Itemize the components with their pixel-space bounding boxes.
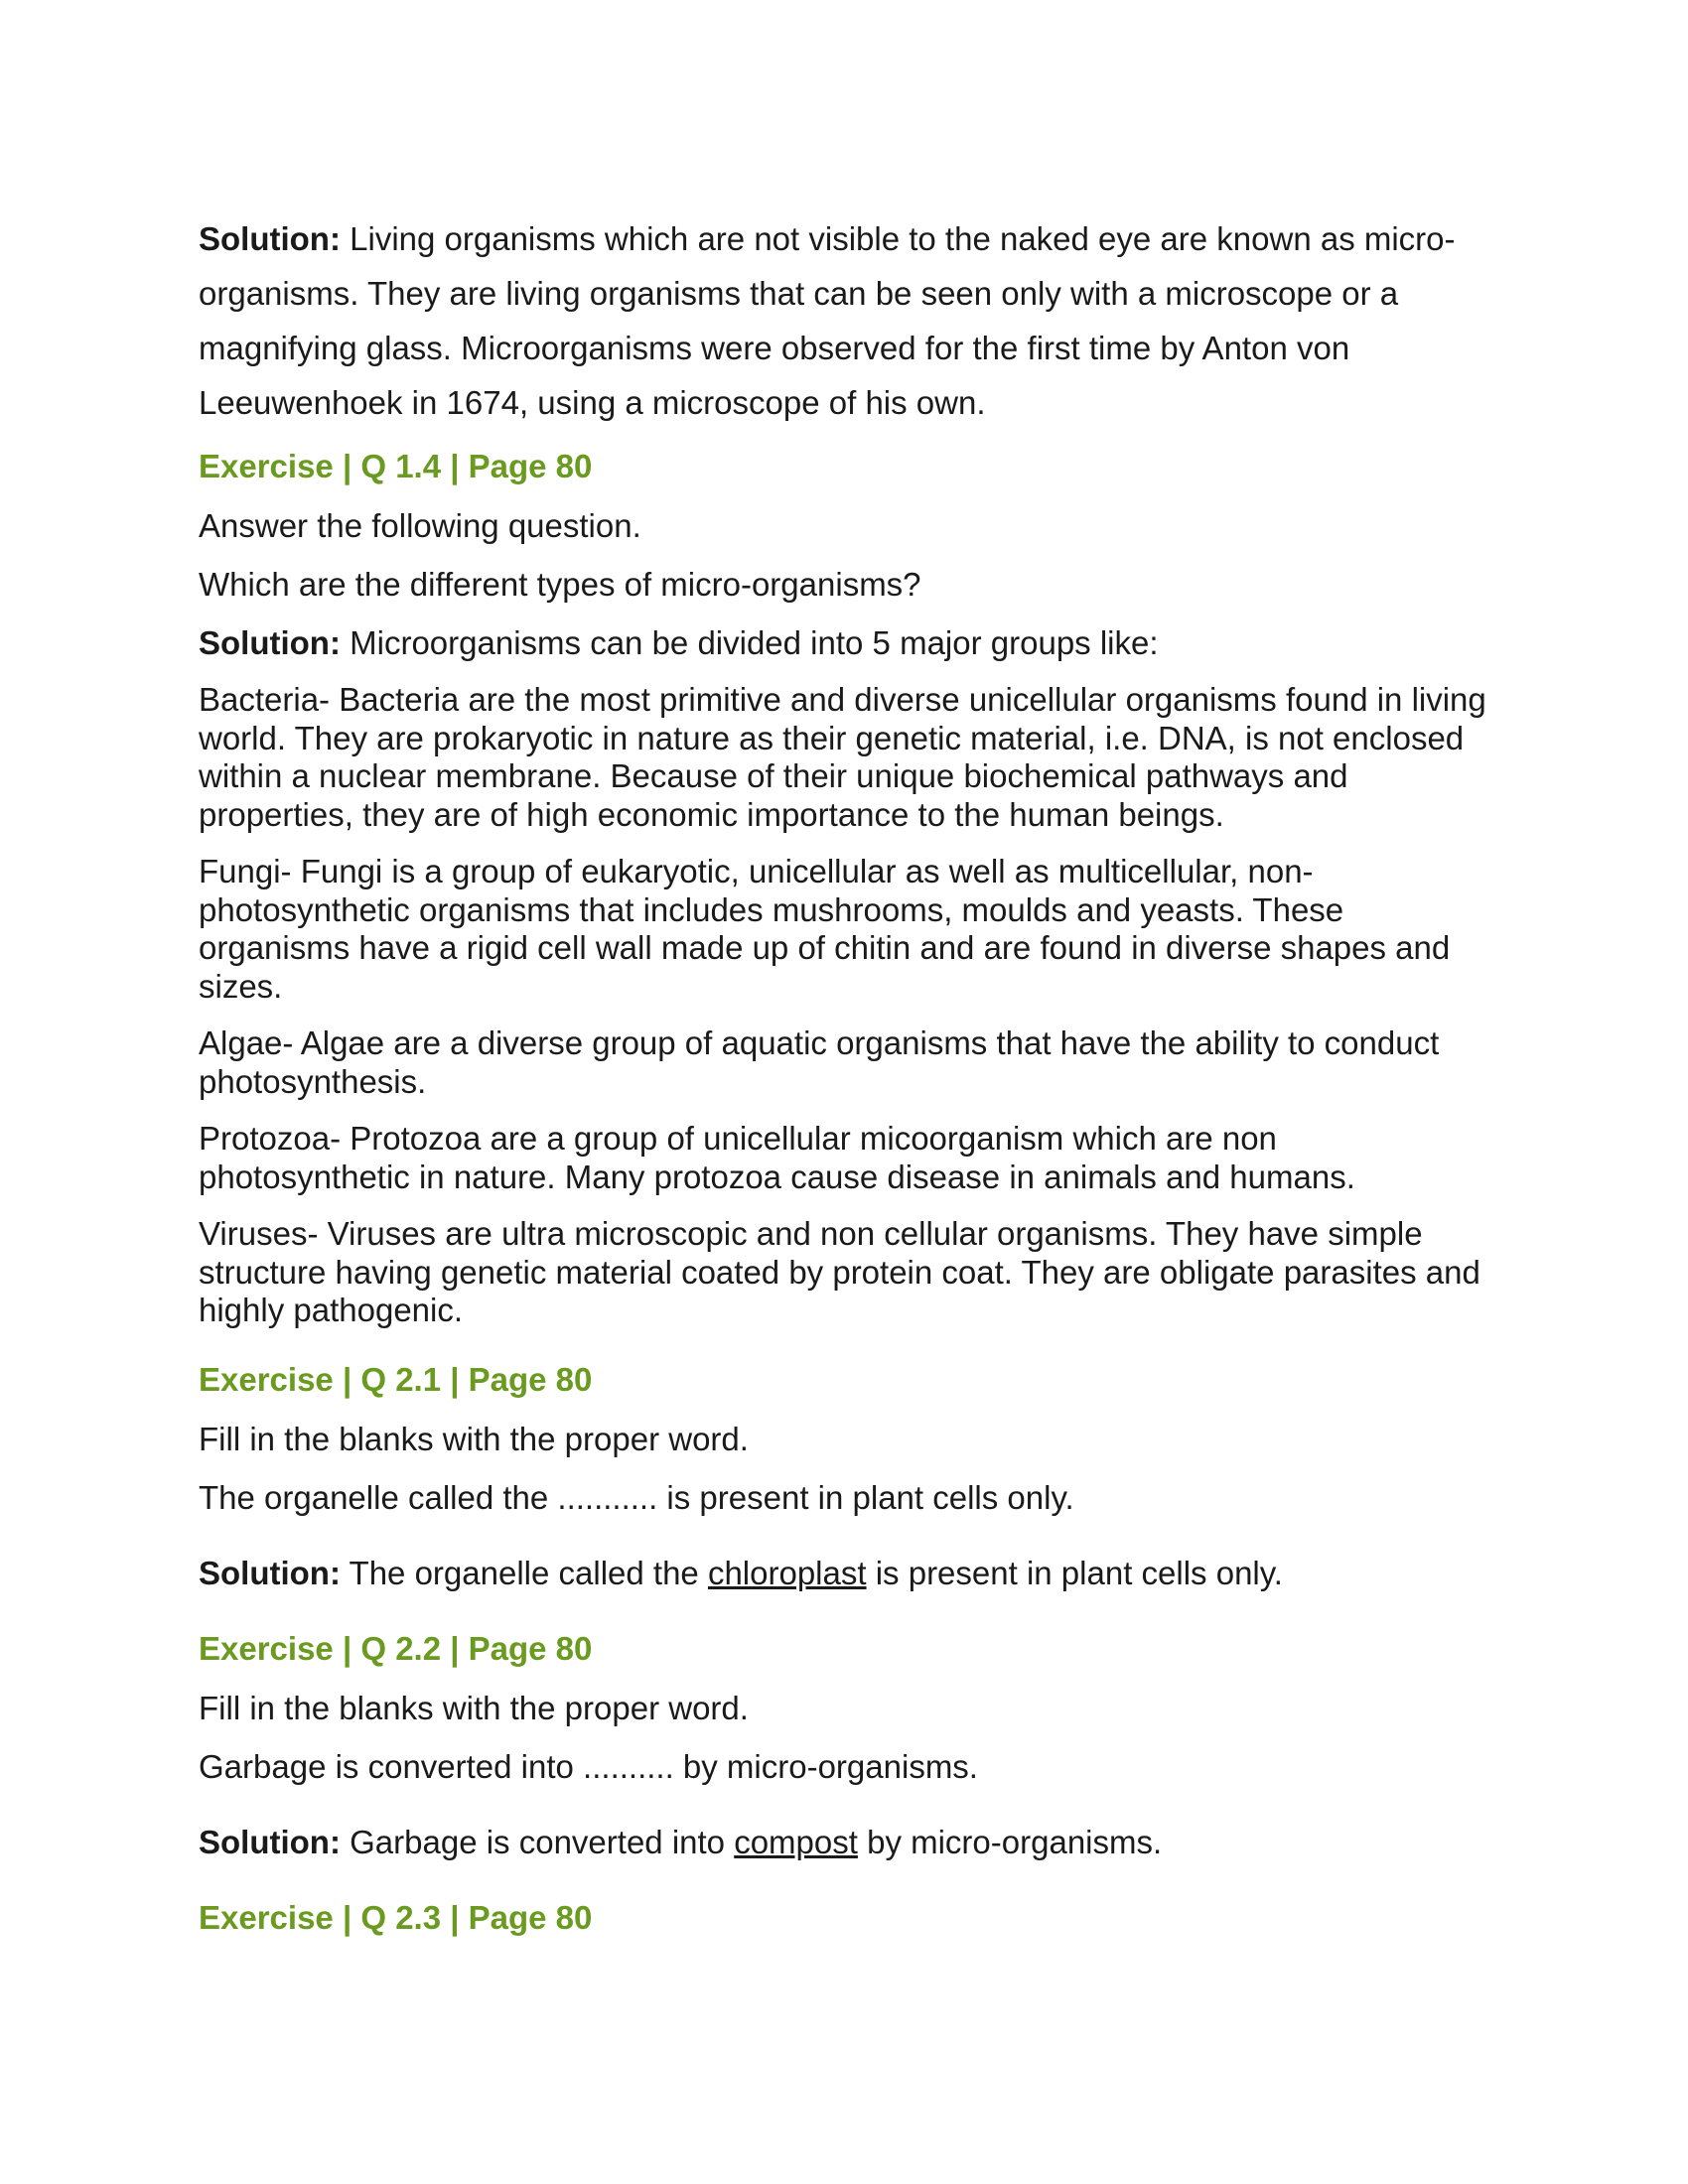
page-content	[199, 211, 1489, 1938]
answer-compost: compost	[734, 1823, 858, 1860]
q14-fungi-paragraph: Fungi- Fungi is a group of eukaryotic, unicellular as well as multicellular, non-photosynthetic organisms that includes mushrooms, moulds and yeasts. These organisms have a rigid cell wall made up of chitin and are found in diverse shapes and sizes.	[199, 853, 1451, 1005]
q22-question: Garbage is converted into .......... by micro-organisms.	[199, 1747, 978, 1785]
solution-label: Solution:	[199, 1554, 341, 1591]
q14-algae-paragraph: Algae- Algae are a diverse group of aquatic organisms that have the ability to conduct photosynthesis.	[199, 1024, 1440, 1100]
solution-label: Solution:	[199, 624, 341, 661]
solution-label: Solution:	[199, 1823, 341, 1860]
q14-viruses-paragraph: Viruses- Viruses are ultra microscopic and non cellular organisms. They have simple structure having genetic material coated by protein coat. They are obligate parasites and highly pathogenic.	[199, 1215, 1480, 1328]
solution-text: Microorganisms can be divided into 5 major groups like:	[340, 624, 1159, 661]
q23-heading: Exercise | Q 2.3 | Page 80	[199, 1898, 593, 1936]
solution-label: Solution:	[199, 220, 341, 257]
answer-chloroplast: chloroplast	[707, 1554, 867, 1591]
q14-heading: Exercise | Q 1.4 | Page 80	[199, 448, 593, 484]
q22-instruction: Fill in the blanks with the proper word.	[199, 1689, 749, 1726]
intro-solution	[199, 211, 1489, 430]
solution-pre: Garbage is converted into	[340, 1823, 735, 1860]
solution-post: is present in plant cells only.	[866, 1554, 1283, 1591]
q22-heading: Exercise | Q 2.2 | Page 80	[199, 1629, 593, 1667]
q21-instruction: Fill in the blanks with the proper word.	[199, 1420, 749, 1457]
q14-question: Which are the different types of micro-organisms?	[199, 566, 921, 603]
solution-text: Living organisms which are not visible to the naked eye are known as micro-organisms. They are living organisms that can be seen only with a microscope or a magnifying glass. Microorganisms were observed for the first time by Anton von Leeuwenhoek in 1674, using a microscope of his own.	[199, 220, 1456, 421]
q14-protozoa-paragraph: Protozoa- Protozoa are a group of unicellular micoorganism which are non photosynthetic in nature. Many protozoa cause disease in animals and humans.	[199, 1120, 1355, 1195]
q21-heading: Exercise | Q 2.1 | Page 80	[199, 1360, 593, 1398]
q14-bacteria-paragraph: Bacteria- Bacteria are the most primitive and diverse unicellular organisms found in living world. They are prokaryotic in nature as their genetic material, i.e. DNA, is not enclosed within a nuclear membrane. Because of their unique biochemical pathways and properties, they are of high economic importance to the human beings.	[199, 681, 1486, 833]
q21-solution	[199, 1554, 1489, 1593]
q21-question: The organelle called the ........... is present in plant cells only.	[199, 1478, 1074, 1516]
q14-solution	[199, 623, 1489, 663]
q22-solution	[199, 1823, 1489, 1862]
solution-post: by micro-organisms.	[857, 1823, 1163, 1860]
q14-instruction: Answer the following question.	[199, 507, 641, 544]
solution-pre: The organelle called the	[340, 1554, 708, 1591]
